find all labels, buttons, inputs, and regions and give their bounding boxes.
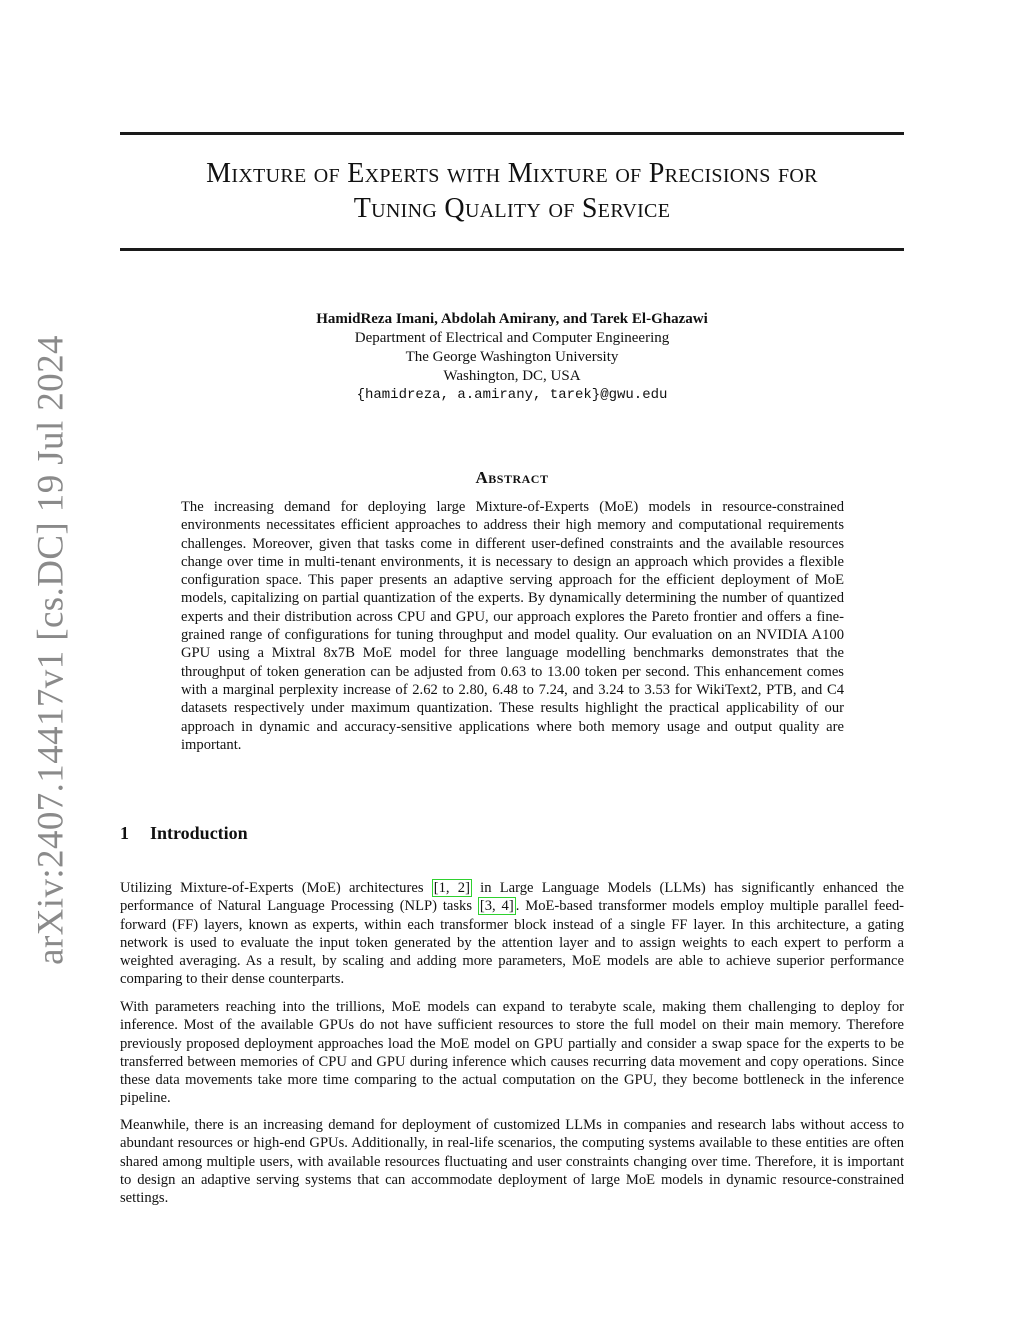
citation-link[interactable]: [1, 2] (433, 880, 470, 896)
author-location: Washington, DC, USA (443, 368, 581, 384)
author-university: The George Washington University (405, 349, 619, 365)
intro-paragraph-3: Meanwhile, there is an increasing demand for deployment of customized LLMs in companies and research labs without access to abundant resources or high-end GPUs. Additionally, in real-life scenarios, the computing systems available to these entities are often shared among multiple users, with available resources fluctuating and user constraints changing over time. Therefore, it is important to design an adaptive serving systems that can accommodate deployment of large MoE models in dynamic resource-constrained settings. (120, 1117, 904, 1207)
title-rule-top (120, 132, 904, 135)
intro-paragraph-1 (120, 879, 904, 989)
abstract-heading: Abstract (475, 468, 549, 487)
arxiv-identifier: arXiv:2407.14417v1 [cs.DC] 19 Jul 2024 (30, 335, 72, 965)
author-block (120, 310, 904, 405)
paragraph-text: in Large Language Models (LLMs) has significantly enhanced the performance of Natural Language Processing (NLP) tasks (120, 880, 904, 915)
title-line-1: Mixture of Experts with Mixture of Precisions for (206, 158, 818, 189)
intro-paragraph-2: With parameters reaching into the trillions, MoE models can expand to terabyte scale, making them challenging to deploy for inference. Most of the available GPUs do not have sufficient resources to store the full model on their main memory. Therefore previously proposed deployment approaches load the MoE model on GPU partially and consider a swap space for the experts to be transferred between memories of CPU and GPU during inference which causes recurring data movement and copy operations. Since these data movements take more time comparing to the actual computation on the GPU, they become bottleneck in the inference pipeline. (120, 999, 904, 1107)
paragraph-text: . MoE-based transformer models employ multiple parallel feed-forward (FF) layers, known as experts, within each transformer block instead of a single FF layer. In this architecture, a gating network is used to evaluate the input token generated by the attention layer and to assign weights to each expert to perform a weighted averaging. As a result, by scaling and adding more parameters, MoE models are able to achieve superior performance comparing to their dense counterparts. (120, 898, 904, 988)
author-names: HamidReza Imani, Abdolah Amirany, and Tarek El-Ghazawi (316, 311, 708, 327)
author-department: Department of Electrical and Computer Engineering (354, 330, 670, 346)
section-number: 1 (120, 823, 129, 843)
paper-title (120, 156, 904, 226)
title-line-2: Tuning Quality of Service (353, 193, 671, 224)
section-title: Introduction (150, 823, 248, 843)
title-rule-bottom (120, 248, 904, 251)
citation-link[interactable]: [3, 4] (479, 898, 514, 915)
section-heading-introduction (120, 823, 248, 844)
author-email: {hamidreza, a.amirany, tarek}@gwu.edu (356, 387, 668, 403)
abstract-text: The increasing demand for deploying large Mixture-of-Experts (MoE) models in resource-constrained environments necessitates efficient approaches to address their high memory and computational requirements challenges. Moreover, given that tasks come in different user-defined constraints and the available resources change over time in multi-tenant environments, it is necessary to design an approach which provides a flexible configuration space. This paper presents an adaptive serving approach for the efficient deployment of MoE models, capitalizing on partial quantization of the experts. By dynamically determining the number of quantized experts and their distribution across CPU and GPU, our approach explores the Pareto frontier and offers a fine-grained range of configurations for tuning throughput and model quality. Our evaluation on an NVIDIA A100 GPU using a Mixtral 8x7B MoE model for three language modelling benchmarks demonstrates that the throughput of token generation can be adjusted from 0.63 to 13.00 token per second. This enhancement comes with a marginal perplexity increase of 2.62 to 2.80, 6.48 to 7.24, and 3.24 to 3.53 for WikiText2, PTB, and C4 datasets respectively under maximum quantization. These results highlight the practical applicability of our approach in dynamic and accuracy-sensitive applications where both memory usage and output quality are important. (181, 499, 844, 753)
paragraph-text: Utilizing Mixture-of-Experts (MoE) architectures (120, 880, 432, 896)
